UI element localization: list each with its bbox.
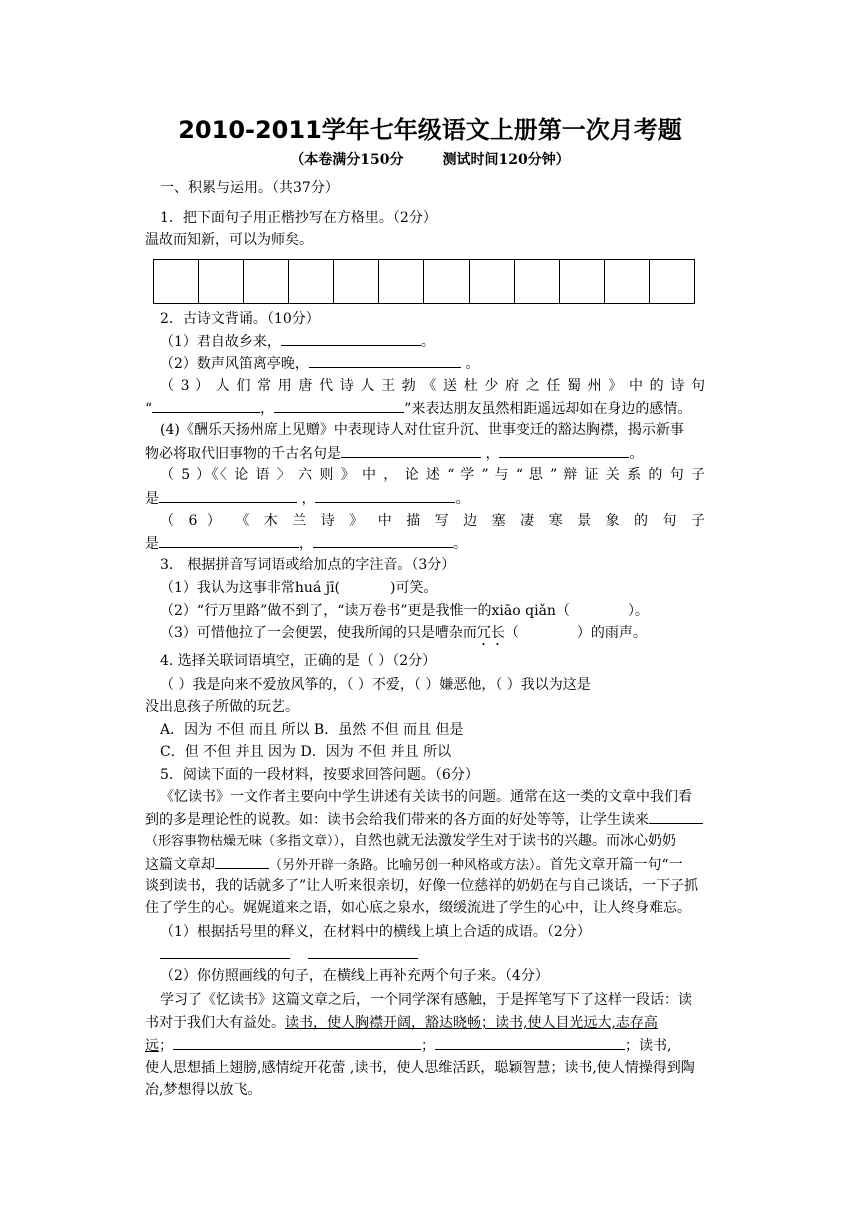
answer-blank[interactable]: [315, 488, 455, 503]
q5-sub1-answers: [160, 944, 705, 965]
question-3: 3． 根据拼音写词语或给加点的字注音。（3分）: [160, 557, 456, 573]
answer-blank[interactable]: [499, 443, 629, 458]
material-line: 这篇文章却 （另外开辟一条路。比喻另创一种风格或方法）。首先文章开篇一句“一: [145, 854, 705, 876]
q4-sentence-line2: 没出息孩子所做的玩艺。: [145, 699, 299, 715]
answer-blank[interactable]: [160, 944, 290, 959]
grid-cell[interactable]: [650, 260, 694, 303]
answer-blank[interactable]: [159, 488, 297, 503]
q2-item-5-line2: 是 ， 。: [145, 488, 705, 509]
q2-item-4: (4)《酬乐天扬州席上见赠》中表现诗人对仕宦升沉、世事变迁的豁达胸襟，揭示新事: [160, 422, 684, 438]
grid-cell[interactable]: [470, 260, 515, 303]
answer-blank[interactable]: [435, 1035, 625, 1050]
q3-item-2: （2）“行万里路”做不到了，“读万卷书”更是我惟一的xiāo qiǎn（ ）。: [160, 603, 649, 619]
grid-cell[interactable]: [244, 260, 289, 303]
q5-sub-question-1: （1）根据括号里的释义，在材料中的横线上填上合适的成语。（2分）: [160, 924, 591, 940]
text-line: 书对于我们大有益处。读书，使人胸襟开阔，豁达晓畅；读书,使人目光远大,志存高: [145, 1015, 658, 1031]
copy-sentence: 温故而知新，可以为师矣。: [145, 232, 313, 248]
answer-blank[interactable]: [215, 854, 269, 869]
q2-item-3-line2: “ ， ”来表达朋友虽然相距遥远却如在身边的感情。: [145, 398, 705, 419]
answer-blank[interactable]: [281, 331, 421, 346]
answer-blank[interactable]: [341, 443, 481, 458]
q4-options-cd: C．但 不但 并且 因为 D．因为 不但 并且 所以: [160, 744, 452, 760]
material-line: 到的多是理论性的说教。如：读书会给我们带来的各方面的好处等等，让学生读来: [145, 809, 705, 830]
material-line: 住了学生的心。娓娓道来之语，如心底之泉水，缀缓流进了学生的心中，让人终身难忘。: [145, 900, 691, 916]
writing-grid[interactable]: [153, 259, 695, 304]
question-2: 2．古诗文背诵。（10分）: [160, 311, 320, 327]
grid-cell[interactable]: [199, 260, 244, 303]
q2-item-3: （ 3 ） 人 们 常 用 唐 代 诗 人 王 勃 《 送 杜 少 府 之 任 蜀 州 》 中 的 诗 句: [160, 378, 705, 394]
section-heading: 一、积累与运用。（共37分）: [160, 180, 339, 196]
text-line: 冶,梦想得以放飞。: [145, 1082, 262, 1098]
answer-blank[interactable]: [173, 1035, 421, 1050]
q5-sub-question-2: （2）你仿照画线的句子，在横线上再补充两个句子来。（4分）: [160, 968, 549, 984]
grid-cell[interactable]: [560, 260, 605, 303]
q4-sentence: （ ）我是向来不爱放风筝的，（ ）不爱，（ ）嫌恶他，（ ）我以为这是: [160, 677, 591, 693]
grid-cell[interactable]: [515, 260, 560, 303]
grid-cell[interactable]: [424, 260, 469, 303]
q2-item-1: （1）君自故乡来， 。: [160, 331, 705, 352]
underlined-model-sentence: 读书，使人胸襟开阔，豁达晓畅；读书,使人目光远大,志存高: [285, 1015, 658, 1031]
question-4: 4. 选择关联词语填空，正确的是（ ）（2分）: [160, 653, 437, 669]
material-line: （形容事物枯燥无味（多指文章）），自然也就无法激发学生对于读书的兴趣。而冰心奶奶: [145, 833, 677, 849]
q2-item-2: （2）数声风笛离亭晚， 。: [160, 353, 705, 374]
grid-cell[interactable]: [289, 260, 334, 303]
text-line: 使人思想插上翅膀,感情绽开花蕾 ,读书，使人思维活跃，聪颖智慧；读书,使人情操得到陶: [145, 1060, 695, 1076]
q2-item-5: （ 5 ）《〈 论 语 〉 六 则 》 中 ， 论 述 “ 学 ” 与 “ 思 ” 辩 证 关 系 的 句 子: [160, 467, 705, 483]
material-line: 谈到读书，我的话就多了”让人听来很亲切，好像一位慈祥的奶奶在与自己谈话，一下子抓: [145, 878, 699, 894]
q2-item-6-line2: 是 ， 。: [145, 533, 705, 554]
answer-blank[interactable]: [308, 944, 418, 959]
answer-blank[interactable]: [152, 398, 260, 413]
answer-blank[interactable]: [274, 398, 404, 413]
q4-options-ab: A．因为 不但 而且 所以 B．虽然 不但 而且 但是: [160, 722, 464, 738]
page-subtitle: （本卷满分150分 测试时间120分钟）: [290, 152, 570, 168]
answer-blank[interactable]: [649, 809, 703, 824]
answer-blank[interactable]: [313, 533, 453, 548]
material-line: 《忆读书》一文作者主要向中学生讲述有关读书的问题。通常在这一类的文章中我们看: [160, 789, 692, 805]
answer-blank[interactable]: [159, 533, 299, 548]
q2-item-4-line2: 物必将取代旧事物的千古名句是 ， 。: [145, 443, 705, 464]
page-title: 2010-2011学年七年级语文上册第一次月考题: [178, 116, 682, 144]
grid-cell[interactable]: [605, 260, 650, 303]
grid-cell[interactable]: [154, 260, 199, 303]
answer-blank[interactable]: [309, 353, 461, 368]
grid-cell[interactable]: [334, 260, 379, 303]
q3-item-3: （3）可惜他拉了一会便罢，使我所闻的只是嘈杂而冗长（ ）的雨声。: [160, 625, 647, 641]
question-1: 1．把下面句子用正楷抄写在方格里。（2分）: [160, 210, 437, 226]
q2-item-6: （ 6 ） 《 木 兰 诗 》 中 描 写 边 塞 凄 寒 景 象 的 句 子: [160, 513, 705, 529]
grid-cell[interactable]: [379, 260, 424, 303]
text-line: 学习了《忆读书》这篇文章之后，一个同学深有感触，于是挥笔写下了这样一段话：读: [160, 992, 692, 1008]
dotted-characters: 冗长: [476, 625, 505, 641]
q3-item-1: （1）我认为这事非常huá jī( )可笑。: [160, 580, 438, 596]
question-5: 5．阅读下面的一段材料，按要求回答问题。（6分）: [160, 767, 479, 783]
text-line: 远； ； ；读书,: [145, 1035, 705, 1056]
